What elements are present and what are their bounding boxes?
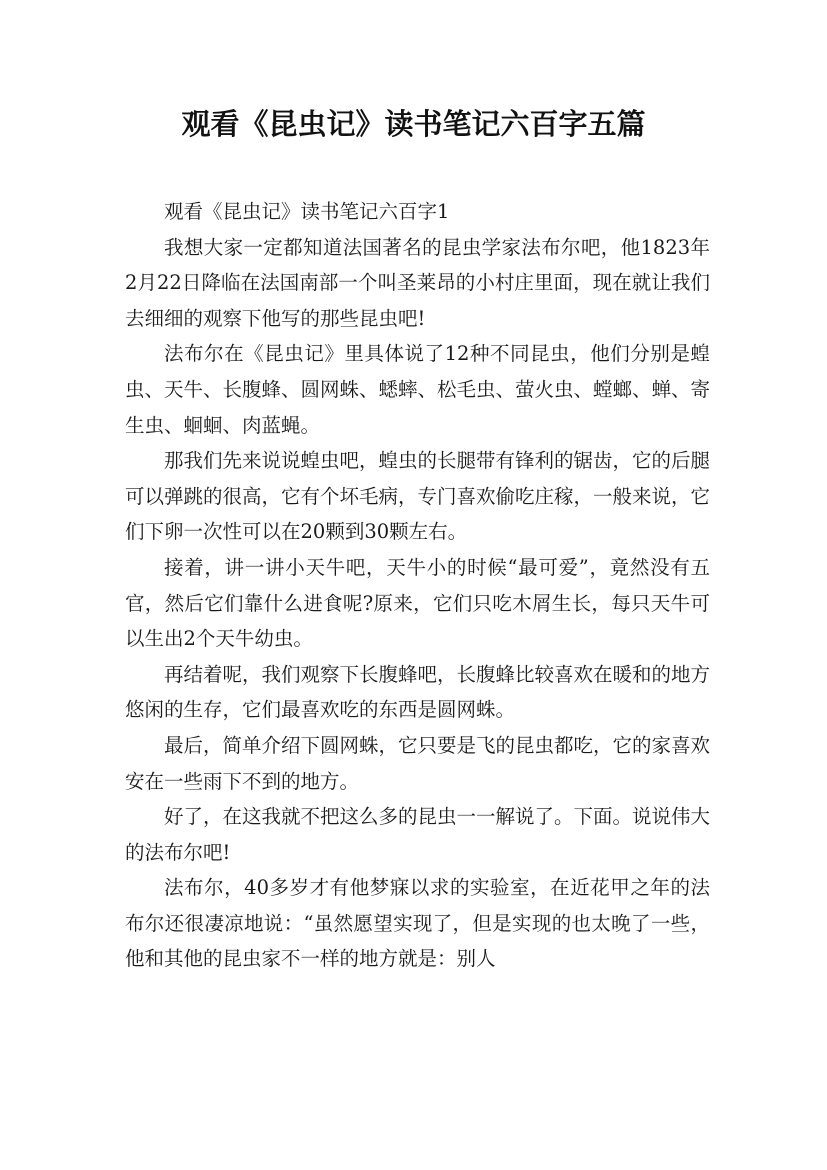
paragraph: 我想大家一定都知道法国著名的昆虫学家法布尔吧，他1823年2月22日降临在法国南部一个叫圣莱昂的小村庄里面，现在就让我们去细细的观察下他写的那些昆虫吧!: [125, 235, 710, 330]
paragraph: 再结着呢，我们观察下长腹蜂吧，长腹蜂比较喜欢在暖和的地方悠闲的生存，它们最喜欢吃的东西是圆网蛛。: [125, 662, 711, 722]
paragraph: 好了，在这我就不把这么多的昆虫一一解说了。下面。说说伟大的法布尔吧!: [125, 805, 711, 864]
document-body: [125, 194, 710, 977]
paragraph: 最后，简单介绍下圆网蛛，它只要是飞的昆虫都吃，它的家喜欢安在一些雨下不到的地方。: [125, 733, 711, 793]
paragraph-subtitle: 观看《昆虫记》读书笔记六百字1: [164, 200, 450, 223]
paragraph: 接着，讲一讲小天牛吧，天牛小的时候“最可爱”，竟然没有五官，然后它们靠什么进食呢?原来，它们只吃木屑生长，每只天牛可以生出2个天牛幼虫。: [125, 555, 710, 651]
paragraph: 法布尔，40多岁才有他梦寐以求的实验室，在近花甲之年的法布尔还很凄凉地说：“虽然愿望实现了，但是实现的也太晚了一些，他和其他的昆虫家不一样的地方就是：别人: [125, 876, 710, 971]
document-title: 观看《昆虫记》读书笔记六百字五篇: [181, 107, 646, 141]
paragraph: 那我们先来说说蝗虫吧，蝗虫的长腿带有锋利的锯齿，它的后腿可以弹跳的很高，它有个坏毛病，专门喜欢偷吃庄稼，一般来说，它们下卵一次性可以在20颗到30颗左右。: [125, 449, 711, 544]
paragraph: 法布尔在《昆虫记》里具体说了12种不同昆虫，他们分别是蝗虫、天牛、长腹蜂、圆网蛛、蟋蟀、松毛虫、萤火虫、螳螂、蝉、寄生虫、蛔蛔、肉蓝蝇。: [125, 342, 711, 437]
